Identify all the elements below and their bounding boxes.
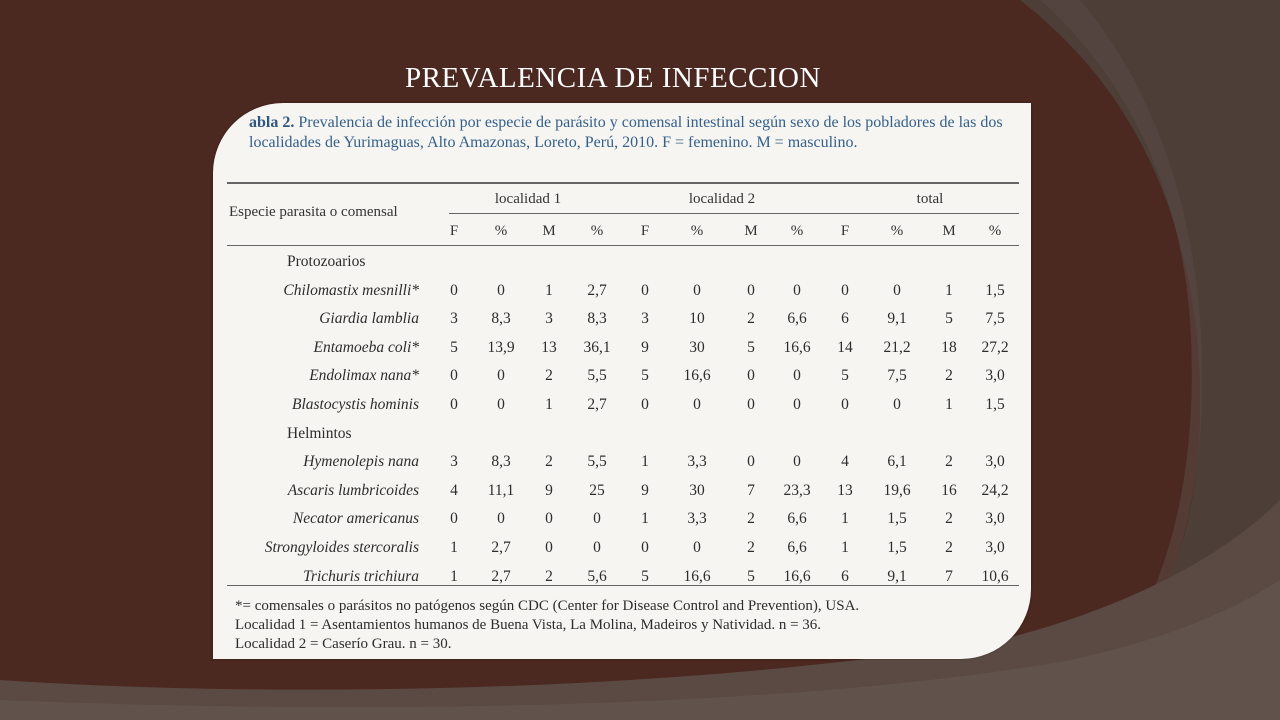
subcol-header: % [690, 223, 704, 239]
table-cell: 14 [837, 338, 853, 356]
table-cell: 2,7 [491, 539, 511, 556]
table-row [213, 453, 1031, 481]
table-cell: 7 [945, 567, 953, 585]
table-cell: 3,0 [985, 539, 1005, 556]
table-cell: 5,5 [587, 367, 607, 385]
table-cell: 0 [893, 396, 901, 413]
table-cell: 1 [641, 453, 649, 471]
species-name: Entamoeba coli* [313, 338, 419, 356]
footnote-3: Localidad 2 = Caserío Grau. n = 30. [235, 636, 452, 652]
table-cell: 25 [589, 481, 605, 499]
table-cell: 24,2 [981, 481, 1009, 499]
species-name: Hymenolepis nana [303, 453, 419, 471]
table-cell: 5 [641, 567, 649, 585]
table-cell: 0 [641, 281, 649, 299]
table-cell: 0 [545, 539, 553, 556]
table-cell: 16,6 [683, 567, 711, 585]
subcol-header: % [790, 223, 804, 239]
table-cell: 0 [693, 281, 701, 299]
table-cell: 23,3 [783, 481, 811, 499]
table-footnotes [235, 597, 1015, 654]
table-row [213, 568, 1031, 596]
species-name: Necator americanus [292, 510, 419, 528]
table-cell: 1 [450, 539, 458, 556]
slide-title: PREVALENCIA DE INFECCION [405, 62, 821, 94]
table-cell: 0 [593, 539, 601, 556]
table-cell: 7,5 [887, 367, 907, 385]
table-row [213, 367, 1031, 395]
table-cell: 16,6 [683, 367, 711, 385]
table-row [213, 396, 1031, 424]
table-cell: 1 [450, 567, 458, 585]
table-cell: 13 [837, 481, 853, 499]
table-cell: 1,5 [887, 539, 907, 556]
group-header-3: total [916, 191, 944, 207]
table-cell: 0 [747, 453, 755, 471]
table-cell: 2,7 [587, 281, 607, 299]
table-cell: 8,3 [587, 310, 607, 328]
table-cell: 5 [945, 310, 953, 328]
table-cell: 1 [945, 281, 953, 299]
table-cell: 0 [693, 396, 701, 413]
table-cell: 13 [541, 338, 557, 356]
table-cell: 2 [545, 453, 553, 471]
table-cell: 1 [641, 510, 649, 528]
table-cell: 0 [497, 510, 505, 528]
subcol-header: % [494, 223, 508, 239]
table-cell: 1,5 [985, 281, 1005, 299]
table-row [213, 539, 1031, 567]
table-cell: 0 [693, 539, 701, 556]
group-header-2: localidad 2 [688, 191, 756, 207]
table-cell: 0 [841, 396, 849, 413]
table-cell: 0 [747, 281, 755, 299]
table-cell: 0 [545, 510, 553, 528]
table-cell: 0 [747, 367, 755, 385]
table-cell: 0 [793, 281, 801, 299]
table-cell: 0 [593, 510, 601, 528]
table-cell: 3,3 [687, 510, 707, 528]
table-cell: 0 [497, 367, 505, 385]
table-cell: 7 [747, 481, 755, 499]
table-cell: 16,6 [783, 567, 811, 585]
table-cell: 1 [841, 510, 849, 528]
table-cell: 6,6 [787, 539, 807, 556]
prevalence-table [213, 103, 1031, 659]
subcol-header: % [988, 223, 1002, 239]
table-cell: 0 [450, 510, 458, 528]
table-cell: 0 [450, 281, 458, 299]
table-cell: 21,2 [883, 338, 911, 356]
table-cell: 5 [450, 338, 458, 356]
table-cell: 6,6 [787, 310, 807, 328]
table-cell: 9 [641, 338, 649, 356]
table-cell: 5,5 [587, 453, 607, 471]
table-cell: 0 [793, 396, 801, 413]
species-name: Ascaris lumbricoides [287, 481, 419, 499]
table-cell: 9,1 [887, 310, 907, 328]
table-top-rule [227, 182, 1019, 184]
species-name: Strongyloides stercoralis [264, 539, 419, 556]
subcol-header: M [942, 223, 956, 239]
table-cell: 0 [497, 281, 505, 299]
table-cell: 3 [545, 310, 553, 328]
table-cell: 0 [641, 539, 649, 556]
table-cell: 0 [450, 367, 458, 385]
table-cell: 3,0 [985, 453, 1005, 471]
table-caption-text: Prevalencia de infección por especie de parásito y comensal intestinal según sexo de los pobladores de las dos localidades de Yurimaguas, Alto Amazonas, Loreto, Perú, 2010. F = femenino. M = masculino. [249, 114, 1003, 151]
subcol-header: M [542, 223, 556, 239]
table-cell: 2 [945, 510, 953, 528]
table-cell: 1 [545, 396, 553, 413]
table-row [213, 339, 1031, 367]
table-cell: 0 [793, 367, 801, 385]
table-cell: 5 [747, 567, 755, 585]
subcol-header: F [449, 223, 459, 239]
section-label: Helmintos [287, 424, 352, 442]
table-cell: 8,3 [491, 453, 511, 471]
table-cell: 7,5 [985, 310, 1005, 328]
footnote-1: *= comensales o parásitos no patógenos según CDC (Center for Disease Control and Prevention), USA. [235, 598, 860, 614]
table-cell: 2 [747, 310, 755, 328]
table-cell: 0 [793, 453, 801, 471]
subcol-header: % [890, 223, 904, 239]
table-cell: 1 [545, 281, 553, 299]
table-cell: 0 [893, 281, 901, 299]
table-cell: 1 [841, 539, 849, 556]
species-name: Endolimax nana* [309, 367, 419, 385]
table-cell: 6 [841, 310, 849, 328]
table-cell: 30 [689, 338, 705, 356]
table-cell: 5 [641, 367, 649, 385]
table-cell: 10,6 [981, 567, 1009, 585]
table-cell: 0 [747, 396, 755, 413]
table-cell: 4 [841, 453, 849, 471]
table-cell: 11,1 [487, 481, 515, 499]
table-cell: 9 [545, 481, 553, 499]
table-cell: 0 [841, 281, 849, 299]
table-cell: 0 [450, 396, 458, 413]
table-cell: 3 [450, 453, 458, 471]
table-cell: 0 [497, 396, 505, 413]
table-bottom-rule [227, 585, 1019, 586]
table-row [213, 482, 1031, 510]
section-label: Protozoarios [287, 253, 366, 270]
table-cell: 0 [641, 396, 649, 413]
table-cell: 8,3 [491, 310, 511, 328]
species-name: Blastocystis hominis [291, 396, 419, 413]
table-cell: 2 [747, 539, 755, 556]
table-cell: 4 [450, 481, 458, 499]
table-cell: 1,5 [985, 396, 1005, 413]
table-cell: 30 [689, 481, 705, 499]
table-cell: 16 [941, 481, 957, 499]
species-name: Trichuris trichiura [303, 567, 419, 585]
table-cell: 10 [689, 310, 705, 328]
table-cell: 2 [945, 367, 953, 385]
header-species: Especie parasita o comensal [229, 204, 398, 220]
table-caption-label: abla 2. [249, 114, 295, 131]
table-cell: 2 [945, 453, 953, 471]
table-cell: 1,5 [887, 510, 907, 528]
table-cell: 5 [747, 338, 755, 356]
table-cell: 6 [841, 567, 849, 585]
table-row [213, 282, 1031, 310]
table-cell: 5 [841, 367, 849, 385]
table-cell: 16,6 [783, 338, 811, 356]
table-cell: 9,1 [887, 567, 907, 585]
table-row [213, 310, 1031, 338]
species-name: Giardia lamblia [319, 310, 419, 328]
table-cell: 2 [747, 510, 755, 528]
table-caption [249, 113, 1019, 153]
subcol-header: M [744, 223, 758, 239]
header-bottom-rule [227, 245, 1019, 246]
subcol-header: % [590, 223, 604, 239]
table-cell: 18 [941, 338, 957, 356]
table-cell: 9 [641, 481, 649, 499]
table-cell: 3,3 [687, 453, 707, 471]
table-row [213, 510, 1031, 538]
subcol-header: F [840, 223, 850, 239]
table-cell: 2,7 [587, 396, 607, 413]
table-cell: 2 [545, 567, 553, 585]
table-cell: 27,2 [981, 338, 1009, 356]
table-cell: 36,1 [583, 338, 611, 356]
table-cell: 13,9 [487, 338, 515, 356]
group-header-1: localidad 1 [494, 191, 562, 207]
footnote-2: Localidad 1 = Asentamientos humanos de Buena Vista, La Molina, Madeiros y Natividad. n = 36. [235, 617, 822, 633]
table-cell: 3 [641, 310, 649, 328]
subcol-header: F [640, 223, 650, 239]
table-cell: 1 [945, 396, 953, 413]
table-cell: 3,0 [985, 367, 1005, 385]
table-cell: 3,0 [985, 510, 1005, 528]
species-name: Chilomastix mesnilli* [283, 281, 419, 299]
table-cell: 6,6 [787, 510, 807, 528]
table-cell: 6,1 [887, 453, 907, 471]
group-underline [449, 213, 1019, 214]
table-cell: 5,6 [587, 567, 607, 585]
table-cell: 2 [545, 367, 553, 385]
table-cell: 2,7 [491, 567, 511, 585]
table-cell: 3 [450, 310, 458, 328]
table-cell: 2 [945, 539, 953, 556]
table-cell: 19,6 [883, 481, 911, 499]
